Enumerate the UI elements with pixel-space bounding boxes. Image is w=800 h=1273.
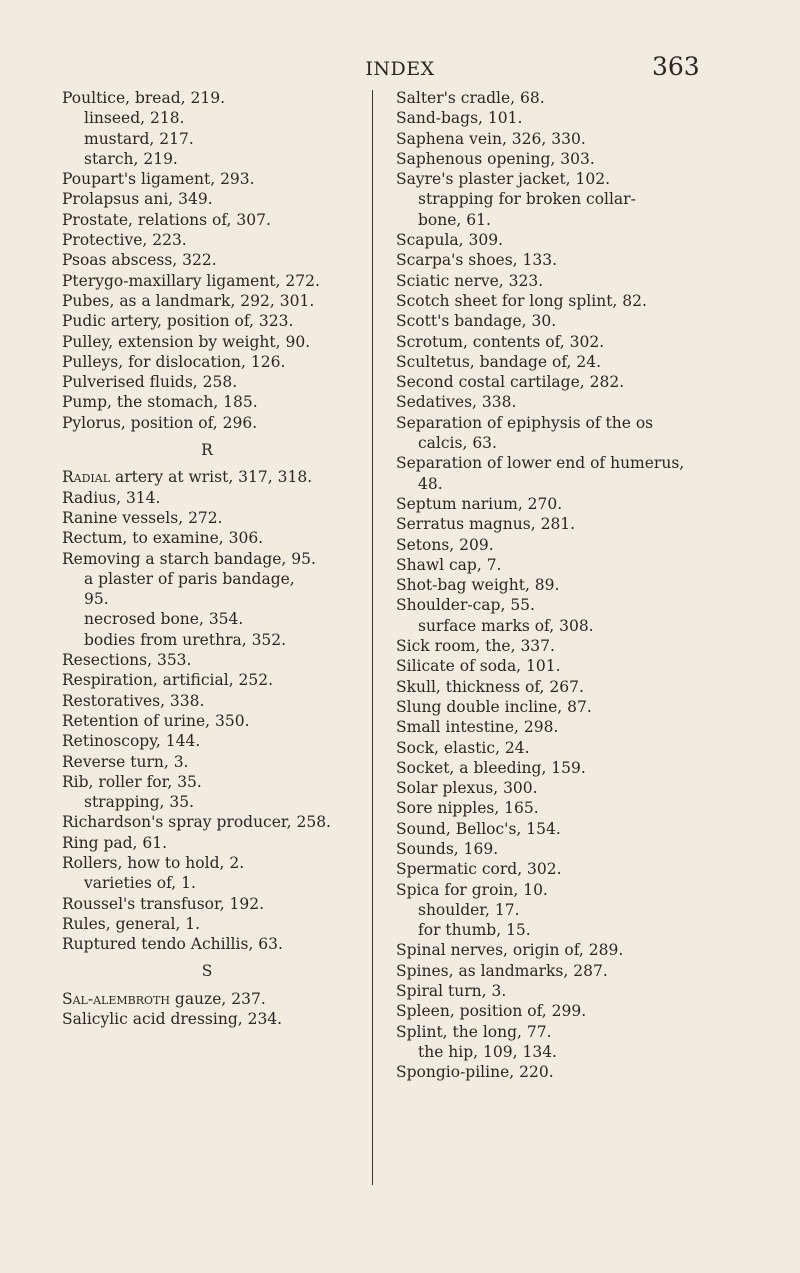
index-entry: Pubes, as a landmark, 292, 301.	[62, 291, 315, 310]
index-entry-rest: gauze, 237.	[169, 989, 266, 1008]
index-subentry: necrosed bone, 354.	[84, 610, 244, 629]
index-subentry: shoulder, 17.	[418, 900, 520, 919]
index-entry: Pulley, extension by weight, 90.	[62, 332, 311, 351]
index-entry: Rollers, how to hold, 2.	[62, 853, 245, 872]
index-entry: Poupart's ligament, 293.	[62, 170, 255, 189]
index-entry: Sand-bags, 101.	[396, 109, 523, 128]
index-entry: Scapula, 309.	[396, 231, 504, 250]
index-entry: Shot-bag weight, 89.	[396, 576, 560, 595]
index-entry: Sock, elastic, 24.	[396, 738, 530, 757]
index-entry: Rectum, to examine, 306.	[62, 529, 264, 548]
index-subentry: for thumb, 15.	[418, 921, 531, 940]
index-entry: Saphenous opening, 303.	[396, 149, 595, 168]
index-entry: Spines, as landmarks, 287.	[396, 961, 608, 980]
index-subentry: strapping, 35.	[84, 793, 195, 812]
index-subentry: mustard, 217.	[84, 129, 194, 148]
index-entry: Radius, 314.	[62, 488, 161, 507]
index-entry: Resections, 353.	[62, 651, 192, 670]
page-header-title: INDEX	[365, 58, 435, 80]
index-entry: Pulverised fluids, 258.	[62, 373, 238, 392]
index-entry: Sayre's plaster jacket, 102.	[396, 170, 611, 189]
index-entry: Removing a starch bandage, 95.	[62, 549, 316, 568]
index-entry: Sounds, 169.	[396, 839, 499, 858]
index-entry: Splint, the long, 77.	[396, 1022, 552, 1041]
index-entry: Rib, roller for, 35.	[62, 772, 202, 791]
index-entry: Skull, thickness of, 267.	[396, 677, 584, 696]
index-entry: Shawl cap, 7.	[396, 555, 502, 574]
index-entry: Small intestine, 298.	[396, 718, 559, 737]
index-column-left	[62, 88, 362, 1029]
index-entry	[62, 989, 362, 1009]
index-entry: Retinoscopy, 144.	[62, 732, 201, 751]
index-entry: Sedatives, 338.	[396, 393, 517, 412]
index-entry: Spongio-piline, 220.	[396, 1063, 554, 1082]
index-entry: Pump, the stomach, 185.	[62, 393, 258, 412]
index-entry: Spinal nerves, origin of, 289.	[396, 941, 624, 960]
index-entry: Silicate of soda, 101.	[396, 657, 561, 676]
index-entry: Scrotum, contents of, 302.	[396, 332, 605, 351]
index-entry-lead: Radial	[62, 468, 111, 487]
index-entry: Sound, Belloc's, 154.	[396, 819, 561, 838]
column-divider	[372, 90, 373, 1185]
index-entry: Shoulder-cap, 55.	[396, 596, 535, 615]
index-entry: Scott's bandage, 30.	[396, 312, 557, 331]
index-entry: Ranine vessels, 272.	[62, 508, 223, 527]
index-entry: Ring pad, 61.	[62, 833, 168, 852]
index-entry: Spica for groin, 10.	[396, 880, 548, 899]
index-subentry: bodies from urethra, 352.	[84, 630, 287, 649]
index-entry: Scotch sheet for long splint, 82.	[396, 291, 647, 310]
index-entry: Spleen, position of, 299.	[396, 1002, 587, 1021]
index-entry: Spermatic cord, 302.	[396, 860, 562, 879]
index-entry: Salicylic acid dressing, 234.	[62, 1010, 283, 1029]
index-entry: Sciatic nerve, 323.	[396, 271, 544, 290]
index-entry: Separation of lower end of humerus,	[396, 454, 685, 473]
index-entry: Prostate, relations of, 307.	[62, 210, 271, 229]
index-subentry: linseed, 218.	[84, 109, 185, 128]
index-entry: Scultetus, bandage of, 24.	[396, 352, 602, 371]
index-entry: Pylorus, position of, 296.	[62, 413, 258, 432]
index-subentry: starch, 219.	[84, 149, 178, 168]
index-entry: Separation of epiphysis of the os	[396, 413, 654, 432]
index-entry: Scarpa's shoes, 133.	[396, 251, 558, 270]
index-entry: Socket, a bleeding, 159.	[396, 758, 586, 777]
index-entry: Sore nipples, 165.	[396, 799, 539, 818]
index-entry: Spiral turn, 3.	[396, 982, 507, 1001]
index-entry: Richardson's spray producer, 258.	[62, 813, 331, 832]
index-entry: Reverse turn, 3.	[62, 752, 189, 771]
index-entry: Septum narium, 270.	[396, 494, 563, 513]
index-subentry: varieties of, 1.	[84, 874, 196, 893]
index-subentry: the hip, 109, 134.	[418, 1042, 557, 1061]
index-entry: Respiration, artificial, 252.	[62, 671, 274, 690]
index-entry: Saphena vein, 326, 330.	[396, 129, 586, 148]
index-entry: Solar plexus, 300.	[396, 779, 538, 798]
index-entry: Protective, 223.	[62, 231, 187, 250]
index-subentry: 95.	[84, 590, 109, 609]
index-entry: Slung double incline, 87.	[396, 697, 592, 716]
index-entry: Roussel's transfusor, 192.	[62, 894, 265, 913]
index-entry: Retention of urine, 350.	[62, 711, 250, 730]
index-entry: Pudic artery, position of, 323.	[62, 312, 294, 331]
index-entry: Poultice, bread, 219.	[62, 89, 225, 107]
index-subentry: calcis, 63.	[418, 434, 497, 453]
index-entry	[62, 467, 362, 487]
index-entry: Sick room, the, 337.	[396, 637, 555, 656]
index-entry: Setons, 209.	[396, 535, 494, 554]
index-entry: Restoratives, 338.	[62, 691, 205, 710]
index-entry: Second costal cartilage, 282.	[396, 373, 625, 392]
page-number: 363	[652, 52, 700, 81]
index-entry: Pterygo-maxillary ligament, 272.	[62, 271, 320, 290]
index-entry-rest: artery at wrist, 317, 318.	[110, 468, 313, 487]
index-entry: Psoas abscess, 322.	[62, 251, 217, 270]
index-entry: Rules, general, 1.	[62, 914, 201, 933]
index-entry: Serratus magnus, 281.	[396, 515, 576, 534]
index-subentry: 48.	[418, 474, 443, 493]
index-entry: Salter's cradle, 68.	[396, 89, 545, 107]
section-letter: R	[201, 441, 213, 460]
section-letter: S	[201, 962, 213, 981]
index-subentry: strapping for broken collar-	[418, 190, 636, 209]
index-entry: Prolapsus ani, 349.	[62, 190, 213, 209]
index-column-right	[396, 88, 716, 1083]
index-entry-lead: Sal-alembroth	[62, 989, 170, 1008]
index-subentry: surface marks of, 308.	[418, 616, 594, 635]
index-subentry: bone, 61.	[418, 210, 491, 229]
index-entry: Ruptured tendo Achillis, 63.	[62, 935, 283, 954]
index-entry: Pulleys, for dislocation, 126.	[62, 352, 286, 371]
index-subentry: a plaster of paris bandage,	[84, 569, 295, 588]
